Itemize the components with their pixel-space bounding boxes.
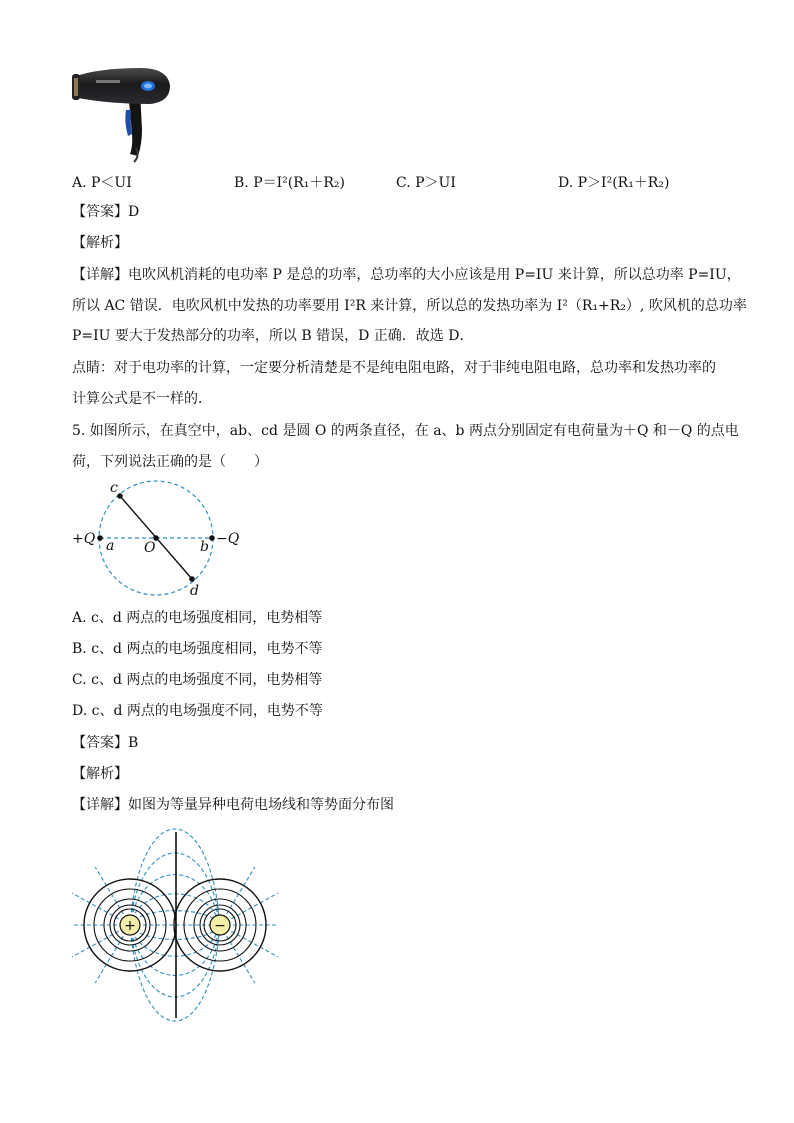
label-o: O bbox=[144, 540, 156, 556]
q4-detail-line-3: P=IU 要大于发热部分的功率，所以 B 错误，D 正确．故选 D． bbox=[72, 328, 474, 344]
negative-sign: − bbox=[214, 918, 226, 934]
q4-option-a: A. P＜UI bbox=[72, 175, 132, 191]
q4-option-d: D. P＞I²(R₁＋R₂) bbox=[558, 175, 670, 191]
q5-analysis-tag: 【解析】 bbox=[72, 766, 128, 782]
q5-option-c: C. c、d 两点的电场强度不同，电势相等 bbox=[72, 672, 323, 688]
q5-answer: 【答案】B bbox=[72, 735, 139, 751]
q4-analysis-tag: 【解析】 bbox=[72, 235, 128, 251]
q5-option-d: D. c、d 两点的电场强度不同，电势不等 bbox=[72, 703, 323, 719]
q5-option-a: A. c、d 两点的电场强度相同，电势相等 bbox=[72, 610, 323, 626]
label-minus-q: −Q bbox=[216, 531, 240, 547]
q5-stem-line-2: 荷，下列说法正确的是（ ） bbox=[72, 454, 268, 470]
q5-circle-diagram bbox=[66, 478, 256, 602]
positive-sign: + bbox=[124, 918, 136, 934]
label-c: c bbox=[110, 480, 118, 496]
field-line-group bbox=[72, 829, 278, 1021]
q4-detail-line-1: 【详解】电吹风机消耗的电功率 P 是总的功率，总功率的大小应该是用 P=IU 来计算，所以总功率 P=IU， bbox=[72, 267, 741, 283]
q5-option-b: B. c、d 两点的电场强度相同，电势不等 bbox=[72, 641, 323, 657]
q5-stem-line-1: 5. 如图所示，在真空中，ab、cd 是圆 O 的两条直径，在 a、b 两点分别固定有电荷量为＋Q 和－Q 的点电 bbox=[72, 423, 739, 439]
q4-answer: 【答案】D bbox=[72, 204, 140, 220]
label-d: d bbox=[190, 583, 199, 599]
hair-dryer-image bbox=[70, 64, 174, 164]
field-line bbox=[130, 925, 220, 956]
q4-option-b: B. P＝I²(R₁＋R₂) bbox=[234, 175, 345, 191]
label-a: a bbox=[106, 538, 115, 554]
q4-option-c: C. P＞UI bbox=[396, 175, 456, 191]
field-lines-diagram bbox=[66, 828, 288, 1022]
equipotential-group bbox=[84, 879, 266, 971]
field-line bbox=[130, 894, 220, 925]
q4-comment-line-2: 计算公式是不一样的． bbox=[72, 391, 212, 407]
q4-detail-line-2: 所以 AC 错误．电吹风机中发热的功率要用 I²R 来计算，所以总的发热功率为 I²（R₁+R₂）, 吹风机的总功率 bbox=[72, 298, 747, 314]
q5-detail: 【详解】如图为等量异种电荷电场线和等势面分布图 bbox=[72, 797, 394, 813]
label-plus-q: +Q bbox=[72, 531, 96, 547]
q4-comment-line-1: 点睛：对于电功率的计算，一定要分析清楚是不是纯电阻电路，对于非纯电阻电路，总功率和发热功率的 bbox=[72, 360, 716, 376]
label-b: b bbox=[200, 539, 209, 555]
